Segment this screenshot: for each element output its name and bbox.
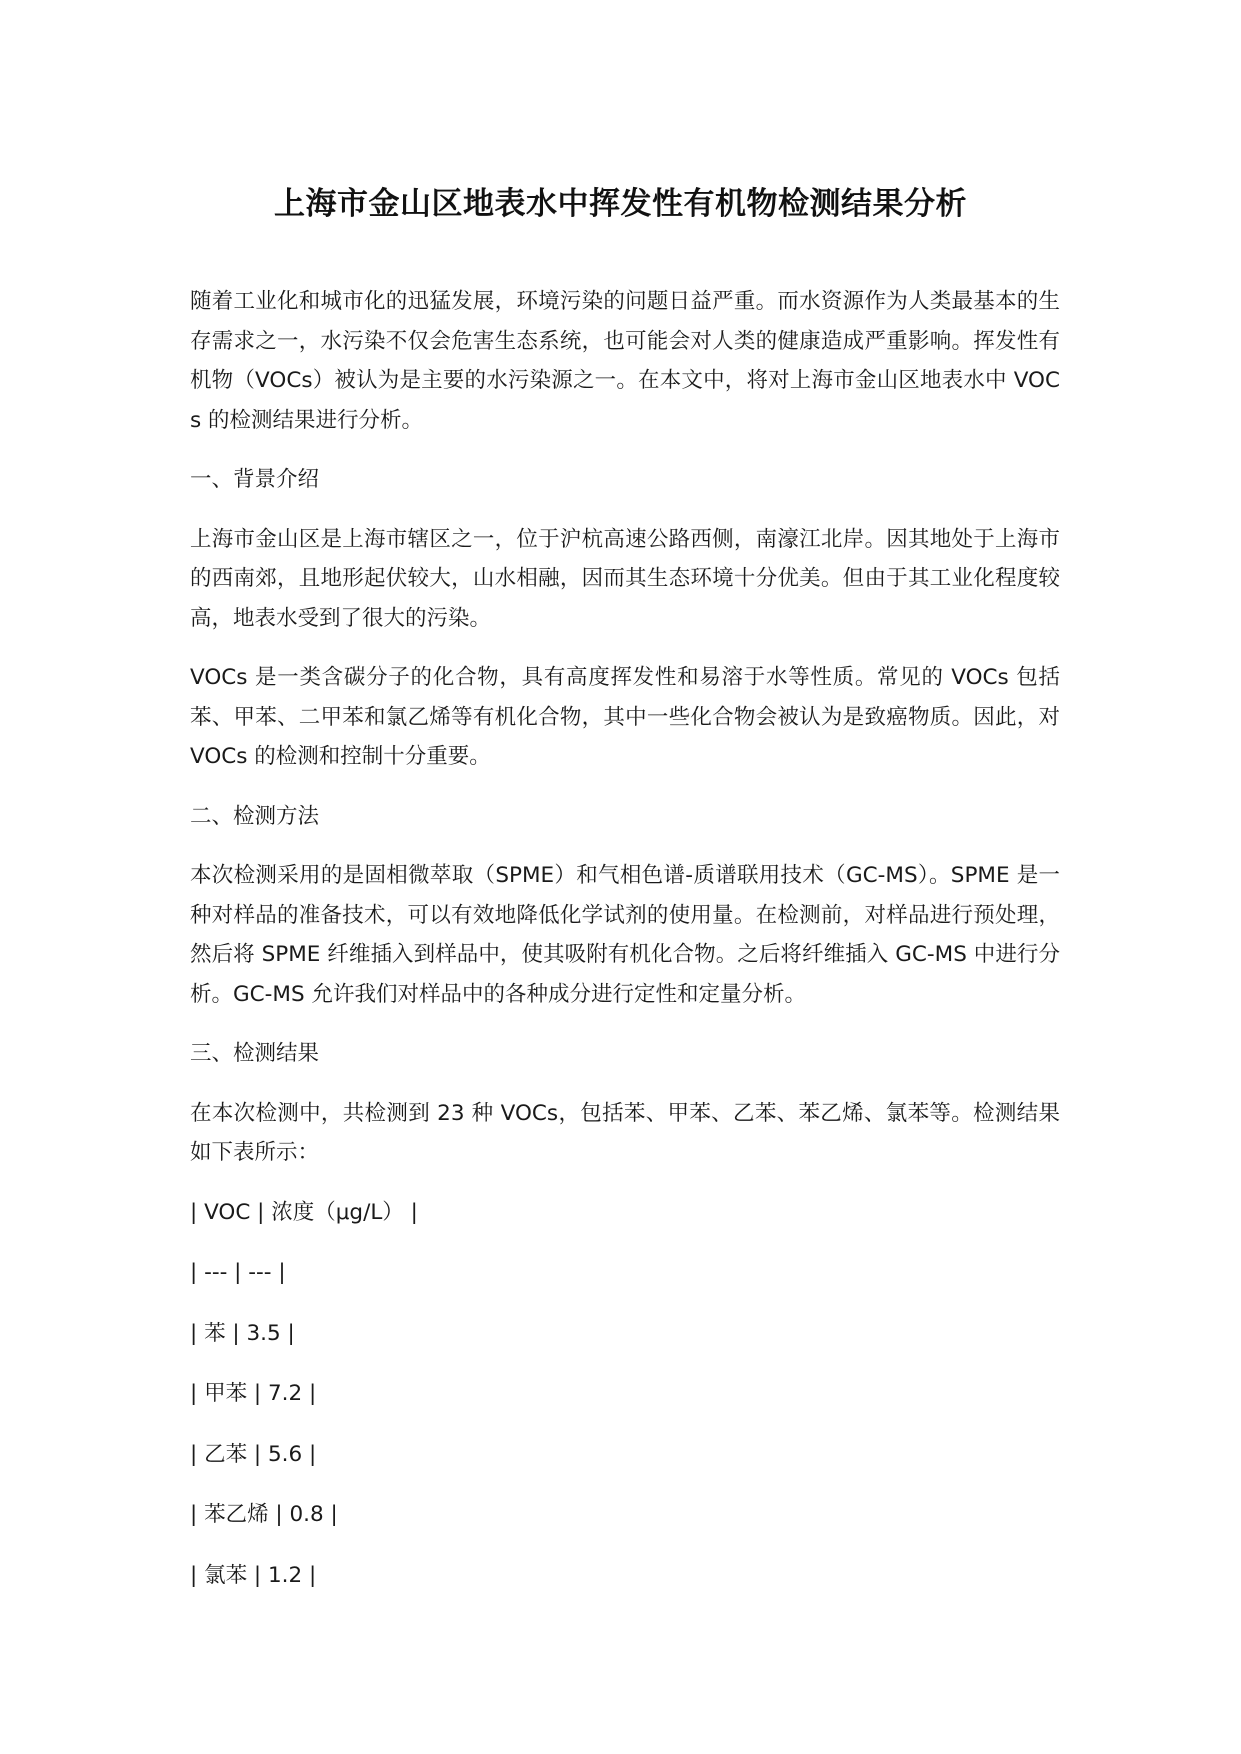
section-heading-method: 二、检测方法 — [190, 803, 320, 829]
results-paragraph: 在本次检测中，共检测到 23 种 VOCs，包括苯、甲苯、乙苯、苯乙烯、氯苯等。检测结果如下表所示： — [190, 1100, 1060, 1165]
table-row: | 苯 | 3.5 | — [190, 1320, 295, 1346]
document-title: 上海市金山区地表水中挥发性有机物检测结果分析 — [274, 186, 967, 222]
section-heading-results: 三、检测结果 — [190, 1041, 320, 1066]
section-heading-background: 一、背景介绍 — [190, 467, 320, 492]
results-table — [190, 1193, 1060, 1596]
table-row: | 乙苯 | 5.6 | — [190, 1441, 317, 1467]
document-body — [190, 282, 1060, 1616]
table-row: | 苯乙烯 | 0.8 | — [190, 1502, 338, 1527]
table-header-row: | VOC | 浓度（μg/L） | — [190, 1199, 418, 1225]
background-paragraph-1: 上海市金山区是上海市辖区之一，位于沪杭高速公路西侧，南濠江北岸。因其地处于上海市的西南郊，且地形起伏较大，山水相融，因而其生态环境十分优美。但由于其工业化程度较高，地表水受到了很大的污染。 — [190, 526, 1060, 631]
method-paragraph: 本次检测采用的是固相微萃取（SPME）和气相色谱-质谱联用技术（GC-MS）。SPME 是一种对样品的准备技术，可以有效地降低化学试剂的使用量。在检测前，对样品进行预处理，然后将 SPME 纤维插入到样品中，使其吸附有机化合物。之后将纤维插入 GC-MS 中进行分析。GC-MS 允许我们对样品中的各种成分进行定性和定量分析。 — [190, 863, 1060, 1007]
table-row: | 甲苯 | 7.2 | — [190, 1381, 317, 1406]
background-paragraph-2: VOCs 是一类含碳分子的化合物，具有高度挥发性和易溶于水等性质。常见的 VOCs 包括苯、甲苯、二甲苯和氯乙烯等有机化合物，其中一些化合物会被认为是致癌物质。因此，对 VOCs 的检测和控制十分重要。 — [190, 665, 1060, 769]
intro-paragraph: 随着工业化和城市化的迅猛发展，环境污染的问题日益严重。而水资源作为人类最基本的生存需求之一，水污染不仅会危害生态系统，也可能会对人类的健康造成严重影响。挥发性有机物（VOCs）被认为是主要的水污染源之一。在本文中，将对上海市金山区地表水中 VOCs 的检测结果进行分析。 — [190, 289, 1060, 433]
table-separator-row: | --- | --- | — [190, 1260, 286, 1285]
table-row: | 氯苯 | 1.2 | — [190, 1562, 317, 1588]
